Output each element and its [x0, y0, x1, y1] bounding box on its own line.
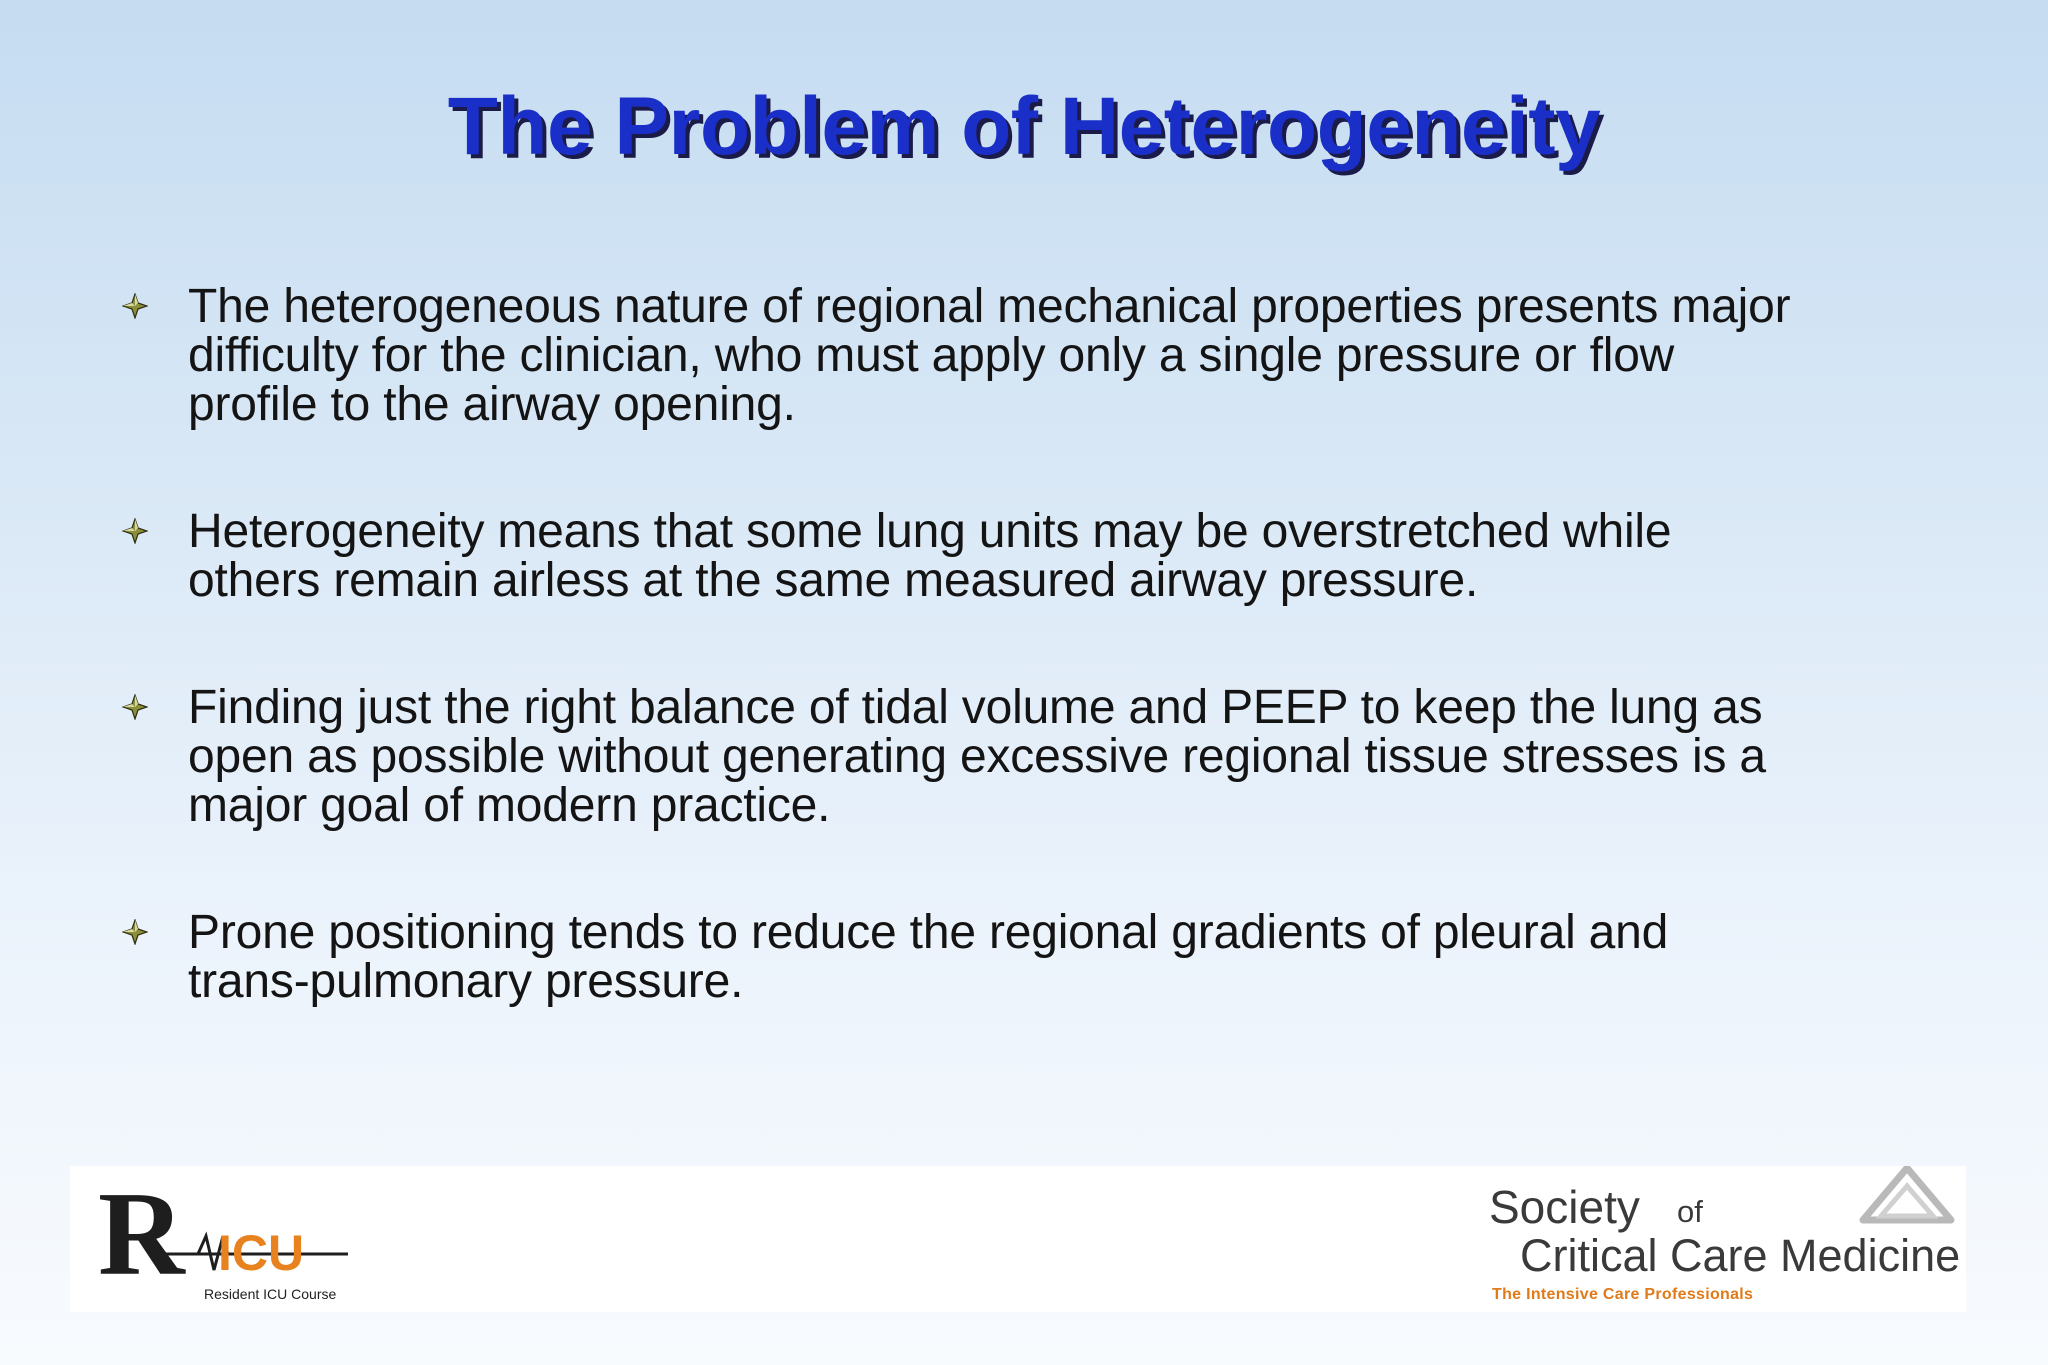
- bullet-item: [122, 683, 1962, 830]
- resident-icu-course-logo: [98, 1174, 398, 1304]
- ricu-logo-accent: ICU: [218, 1225, 305, 1281]
- ricu-logo-caption: Resident ICU Course: [204, 1286, 337, 1302]
- bullet-text: [188, 282, 1790, 429]
- sccm-of-text: of: [1677, 1194, 1703, 1229]
- sccm-society-text: Society: [1489, 1181, 1640, 1233]
- bullet-line: open as possible without generating excessive regional tissue stresses is a: [188, 730, 1766, 783]
- bullet-line: trans-pulmonary pressure.: [188, 955, 744, 1008]
- diamond-arrow-bullet-icon: [122, 507, 188, 544]
- bullet-item: [122, 908, 1962, 1006]
- sccm-logo: [1415, 1166, 1961, 1312]
- bullet-item: [122, 507, 1962, 605]
- bullet-text: [188, 908, 1668, 1006]
- bullet-text: [188, 683, 1766, 830]
- bullet-line: profile to the airway opening.: [188, 378, 796, 431]
- footer-logo-band: [70, 1166, 1966, 1312]
- ricu-logo-letter: R: [98, 1174, 185, 1300]
- sccm-name-text: Critical Care Medicine: [1520, 1230, 1961, 1281]
- bullet-line: Prone positioning tends to reduce the regional gradients of pleural and: [188, 906, 1669, 959]
- slide-title: The Problem of Heterogeneity: [447, 81, 1601, 172]
- diamond-arrow-bullet-icon: [122, 908, 188, 945]
- bullet-line: Finding just the right balance of tidal volume and PEEP to keep the lung as: [188, 681, 1763, 734]
- bullet-list: [122, 282, 1962, 1006]
- bullet-line: Heterogeneity means that some lung units may be overstretched while: [188, 505, 1672, 558]
- sccm-triangle-mark-icon: [1859, 1166, 1955, 1226]
- bullet-line: difficulty for the clinician, who must apply only a single pressure or flow: [188, 329, 1675, 382]
- bullet-line: others remain airless at the same measured airway pressure.: [188, 554, 1479, 607]
- ricu-logo-graphic: [98, 1174, 398, 1304]
- bullet-line: The heterogeneous nature of regional mechanical properties presents major: [188, 280, 1791, 333]
- diamond-arrow-bullet-icon: [122, 282, 188, 319]
- bullet-text: [188, 507, 1671, 605]
- bullet-item: [122, 282, 1962, 429]
- bullet-line: major goal of modern practice.: [188, 779, 831, 832]
- sccm-tagline: The Intensive Care Professionals: [1492, 1286, 1754, 1303]
- diamond-arrow-bullet-icon: [122, 683, 188, 720]
